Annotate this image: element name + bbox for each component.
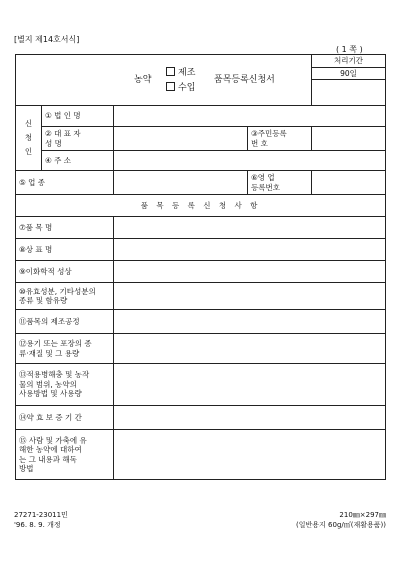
address-label: ④ 주 소: [42, 151, 114, 171]
processing-period-value: 90일: [312, 68, 386, 80]
processing-blank: [312, 80, 386, 93]
form-footer-left: [14, 510, 68, 530]
item-label: ⑪품목의 제조공정: [16, 310, 114, 334]
manufacture-label: 제조: [178, 68, 196, 78]
business-reg-no-field[interactable]: [312, 171, 386, 195]
manufacture-checkbox[interactable]: [166, 68, 195, 78]
registration-form-table: [15, 54, 386, 480]
checkbox-square-icon: [166, 82, 175, 91]
form-code: 27271-23011민: [14, 511, 68, 519]
import-checkbox[interactable]: [166, 83, 195, 93]
corp-name-field[interactable]: [114, 106, 386, 127]
resident-no-label: ③주민등록 번 호: [248, 127, 312, 151]
item-field[interactable]: [114, 283, 386, 310]
title-prefix: 농약: [134, 75, 152, 85]
item-label: ⑦품 목 명: [16, 217, 114, 239]
rep-name-field[interactable]: [114, 127, 248, 151]
corp-name-label: ① 법 인 명: [42, 106, 114, 127]
item-label: ⑧상 표 명: [16, 239, 114, 261]
business-field[interactable]: [114, 171, 248, 195]
processing-period-label: 처리기간: [312, 55, 386, 68]
rep-name-label: ② 대 표 자 성 명: [42, 127, 114, 151]
item-field[interactable]: [114, 217, 386, 239]
paper-type: (일반용지 60g/㎡(재활용품)): [296, 521, 386, 529]
paper-size: 210㎜×297㎜: [339, 511, 386, 519]
title-suffix: 품목등록신청서: [214, 75, 275, 85]
processing-blank: [312, 92, 386, 106]
business-label: ⑤ 업 종: [16, 171, 114, 195]
item-field[interactable]: [114, 261, 386, 283]
item-field[interactable]: [114, 406, 386, 430]
form-revision: '96. 8. 9. 개정: [14, 521, 61, 529]
form-number: [별지 제14호서식]: [14, 35, 80, 44]
item-label: ⑮ 사람 및 가축에 유 해한 농약에 대하여 는 그 내용과 해독 방법: [16, 430, 114, 480]
checkbox-square-icon: [166, 67, 175, 76]
title-options: [166, 66, 195, 96]
item-field[interactable]: [114, 310, 386, 334]
form-title: [16, 55, 312, 106]
details-section-title: 품 목 등 록 신 청 사 항: [16, 195, 386, 217]
item-field[interactable]: [114, 430, 386, 480]
page-indicator: ( 1 쪽 ): [336, 45, 363, 54]
import-label: 수입: [178, 83, 196, 93]
item-field[interactable]: [114, 239, 386, 261]
applicant-section-label: 신 청 인: [16, 106, 42, 171]
item-label: ⑭약 효 보 증 기 간: [16, 406, 114, 430]
item-label: ⑬적용병해충 및 농작 물의 범위, 농약의 사용방법 및 사용량: [16, 364, 114, 406]
resident-no-field[interactable]: [312, 127, 386, 151]
item-label: ⑩유효성분, 기타성분의 종류 및 함유량: [16, 283, 114, 310]
business-reg-no-label: ⑥영 업 등록번호: [248, 171, 312, 195]
item-field[interactable]: [114, 364, 386, 406]
address-field[interactable]: [114, 151, 386, 171]
form-footer-right: [268, 510, 386, 530]
item-label: ⑨이화학적 성상: [16, 261, 114, 283]
item-field[interactable]: [114, 334, 386, 364]
item-label: ⑫용기 또는 포장의 종 류·재질 및 그 용량: [16, 334, 114, 364]
